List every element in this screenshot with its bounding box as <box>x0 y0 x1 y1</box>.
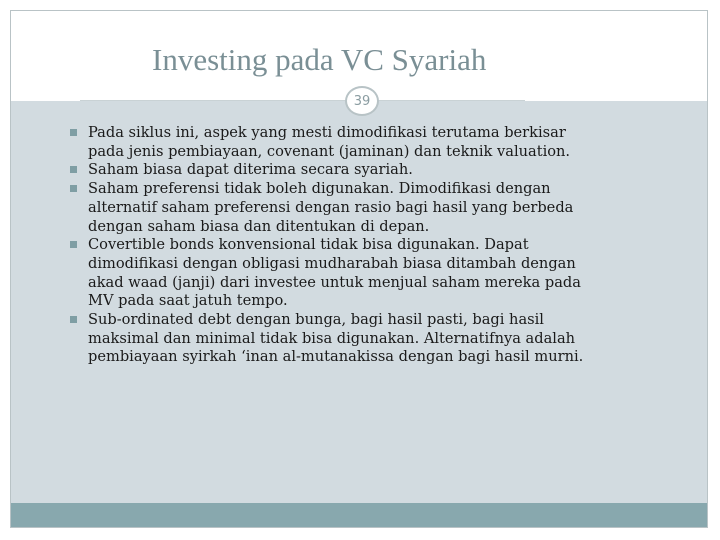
bullet-text: Covertible bonds konvensional tidak bisa digunakan. Dapat dimodifikasi dengan obligasi mudharabah biasa ditambah dengan akad waad (janji) dari investee untuk menjual saham mereka pada MV pada saat jatuh tempo. <box>88 236 581 310</box>
bullet-item <box>70 311 670 367</box>
bullet-item <box>70 180 670 236</box>
slide-title: Investing pada VC Syariah <box>152 42 487 77</box>
bottom-bar <box>11 503 707 527</box>
bullet-text: Saham biasa dapat diterima secara syariah. <box>88 161 413 179</box>
square-bullet-icon <box>70 185 77 192</box>
bullet-text: Saham preferensi tidak boleh digunakan. Dimodifikasi dengan alternatif saham preferensi dengan rasio bagi hasil yang berbeda dengan saham biasa dan ditentukan di depan. <box>88 180 574 235</box>
page-number-badge: 39 <box>345 86 379 116</box>
square-bullet-icon <box>70 241 77 248</box>
bullet-text: Sub-ordinated debt dengan bunga, bagi hasil pasti, bagi hasil maksimal dan minimal tidak bisa digunakan. Alternatifnya adalah pembiayaan syirkah ‘inan al-mutanakissa dengan bagi hasil murni. <box>88 311 584 366</box>
square-bullet-icon <box>70 316 77 323</box>
bullet-text: Pada siklus ini, aspek yang mesti dimodifikasi terutama berkisar pada jenis pembiayaan, covenant (jaminan) dan teknik valuation. <box>88 124 571 160</box>
bullet-item <box>70 124 670 161</box>
square-bullet-icon <box>70 166 77 173</box>
square-bullet-icon <box>70 129 77 136</box>
bullet-item <box>70 236 670 311</box>
bullet-item <box>70 161 670 180</box>
bullet-list <box>70 124 670 367</box>
